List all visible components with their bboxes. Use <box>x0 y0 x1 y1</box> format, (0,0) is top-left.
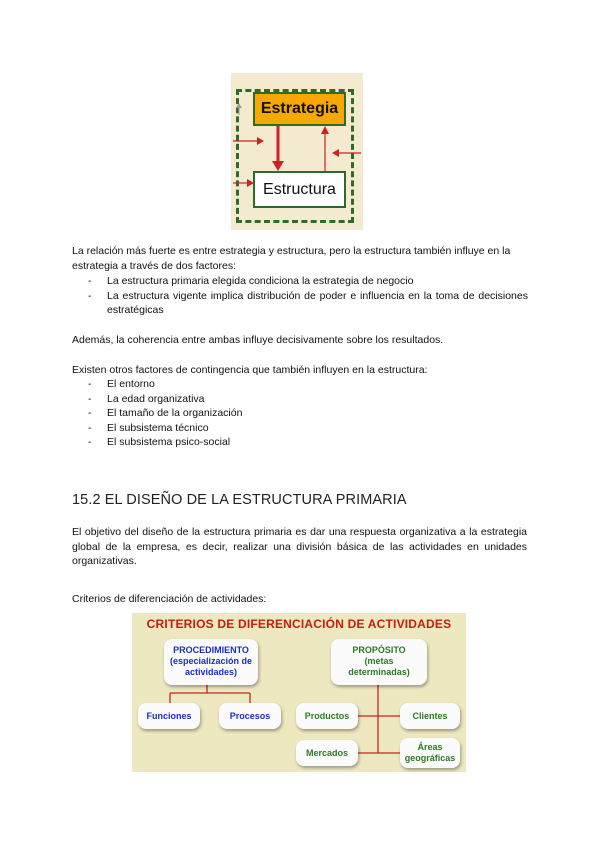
intro-paragraph: La relación más fuerte es entre estrategia y estructura, pero la estructura también influye en la estrategia a través de dos factores: <box>72 245 511 272</box>
clientes-box: Clientes <box>400 703 460 729</box>
intro-list <box>88 274 528 318</box>
procedimiento-box: PROCEDIMIENTO (especialización de actividades) <box>164 639 258 685</box>
criteria-label: Criterios de diferenciación de actividades: <box>72 593 267 605</box>
procesos-box: Procesos <box>219 703 281 729</box>
arrowhead-top-left <box>236 103 242 108</box>
arrowhead-up <box>321 126 329 134</box>
contingency-list <box>88 377 528 450</box>
criteria-diagram <box>132 613 466 772</box>
arrowhead-right <box>332 149 339 157</box>
list-item: - El entorno <box>88 378 155 390</box>
list-item: - La edad organizativa <box>88 392 205 405</box>
funciones-box: Funciones <box>138 703 200 729</box>
diagram-arrows <box>231 73 363 230</box>
areas-geograficas-box: Áreas geográficas <box>400 738 460 768</box>
section-heading: 15.2 EL DISEÑO DE LA ESTRUCTURA PRIMARIA <box>72 492 407 508</box>
arrowhead-down <box>272 161 284 171</box>
strategy-structure-diagram <box>231 73 363 230</box>
section-paragraph: El objetivo del diseño de la estructura primaria es dar una respuesta organizativa a la estrategia global de la empresa, es decir, realizar una división básica de las actividades en unidades organizativas. <box>72 526 527 568</box>
arrowhead-left-bottom <box>247 179 254 187</box>
proposito-box: PROPÓSITO (metas determinadas) <box>331 639 427 685</box>
estructura-box: Estructura <box>253 171 346 208</box>
productos-box: Productos <box>296 703 358 729</box>
list-item: - El subsistema técnico <box>88 421 209 434</box>
criteria-title: CRITERIOS DE DIFERENCIACIÓN DE ACTIVIDADES <box>146 617 452 631</box>
list-item: - El tamaño de la organización <box>88 407 243 420</box>
estrategia-box: Estrategia <box>253 92 346 126</box>
coherence-paragraph: Además, la coherencia entre ambas influye decisivamente sobre los resultados. <box>72 334 444 346</box>
list-item: - La estructura vigente implica distribución de poder e influencia en la toma de decisiones estratégicas <box>88 289 528 317</box>
list-item: - La estructura primaria elegida condiciona la estrategia de negocio <box>88 275 414 287</box>
list-item: - El subsistema psico-social <box>88 436 231 449</box>
mercados-box: Mercados <box>296 740 358 766</box>
arrowhead-left-top <box>257 137 264 145</box>
contingency-paragraph: Existen otros factores de contingencia que también influyen en la estructura: <box>72 364 428 376</box>
